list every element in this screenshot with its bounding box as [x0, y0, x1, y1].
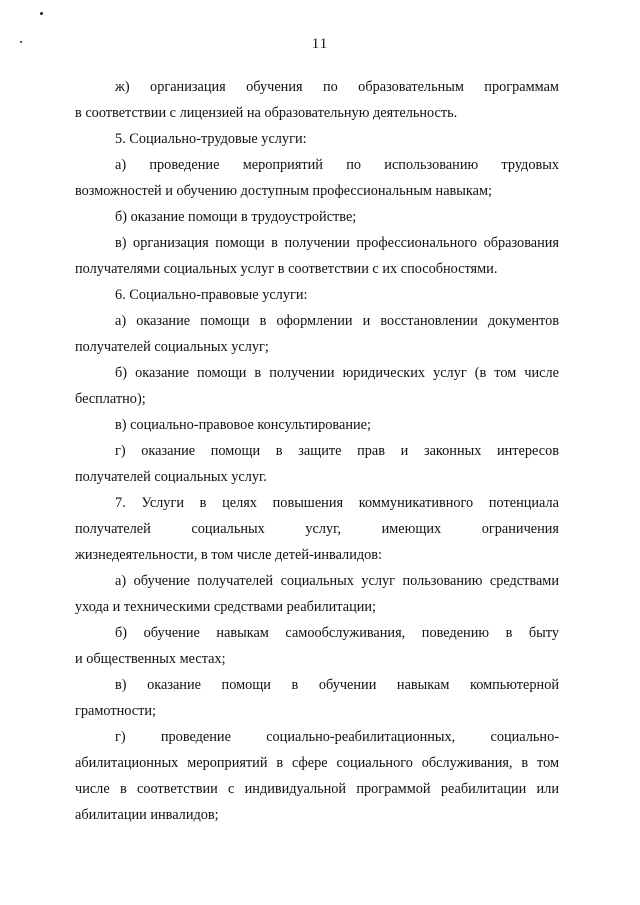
paragraph-line: получателями социальных услуг в соответствии с их способностями.	[75, 261, 498, 277]
paragraph-line: г) оказание помощи в защите прав и законных интересов	[115, 443, 559, 459]
paragraph-line: в) оказание помощи в обучении навыкам компьютерной	[115, 677, 559, 693]
paragraph-line: бесплатно);	[75, 391, 146, 407]
paragraph	[75, 126, 559, 152]
scan-speck	[40, 12, 43, 15]
paragraph	[75, 672, 559, 724]
paragraph-line: 6. Социально-правовые услуги:	[115, 287, 308, 303]
paragraph	[75, 204, 559, 230]
paragraph-line: б) оказание помощи в трудоустройстве;	[115, 209, 357, 225]
paragraph-line: жизнедеятельности, в том числе детей-инвалидов:	[75, 547, 382, 563]
paragraph	[75, 360, 559, 412]
paragraph-line: грамотности;	[75, 703, 156, 719]
paragraph	[75, 490, 559, 568]
paragraph	[75, 724, 559, 828]
paragraph	[75, 438, 559, 490]
paragraph-line: в) организация помощи в получении профессионального образования	[115, 235, 559, 251]
paragraph-line: б) обучение навыкам самообслуживания, поведению в быту	[115, 625, 559, 641]
paragraph-line: получателей социальных услуг;	[75, 339, 269, 355]
paragraph-line: а) оказание помощи в оформлении и восстановлении документов	[115, 313, 559, 329]
page-number: 11	[311, 36, 329, 52]
paragraph-line: абилитации инвалидов;	[75, 807, 219, 823]
paragraph-line: г) проведение социально-реабилитационных, социально-	[115, 729, 559, 745]
paragraph	[75, 620, 559, 672]
paragraph-line: числе в соответствии с индивидуальной программой реабилитации или	[75, 781, 559, 797]
paragraph-line: ж) организация обучения по образовательным программам	[115, 79, 559, 95]
paragraph	[75, 568, 559, 620]
paragraph-line: возможностей и обучению доступным профессиональным навыкам;	[75, 183, 492, 199]
paragraph-line: 5. Социально-трудовые услуги:	[115, 131, 307, 147]
paragraph-line: получателей социальных услуг.	[75, 469, 267, 485]
paragraph	[75, 282, 559, 308]
paragraph-line: а) обучение получателей социальных услуг пользованию средствами	[115, 573, 559, 589]
paragraph-line: абилитационных мероприятий в сфере социального обслуживания, в том	[75, 755, 559, 771]
paragraph-line: а) проведение мероприятий по использованию трудовых	[115, 157, 559, 173]
paragraph	[75, 412, 559, 438]
paragraph-line: получателей социальных услуг, имеющих ограничения	[75, 521, 559, 537]
paragraph-line: б) оказание помощи в получении юридических услуг (в том числе	[115, 365, 559, 381]
paragraph	[75, 152, 559, 204]
paragraph-line: в) социально-правовое консультирование;	[115, 417, 371, 433]
paragraph-line: и общественных местах;	[75, 651, 226, 667]
paragraph	[75, 74, 559, 126]
paragraph	[75, 308, 559, 360]
paragraph	[75, 230, 559, 282]
paragraph-line: 7. Услуги в целях повышения коммуникативного потенциала	[115, 495, 559, 511]
paragraph-line: в соответствии с лицензией на образовательную деятельность.	[75, 105, 458, 121]
paragraph-line: ухода и техническими средствами реабилитации;	[75, 599, 376, 615]
